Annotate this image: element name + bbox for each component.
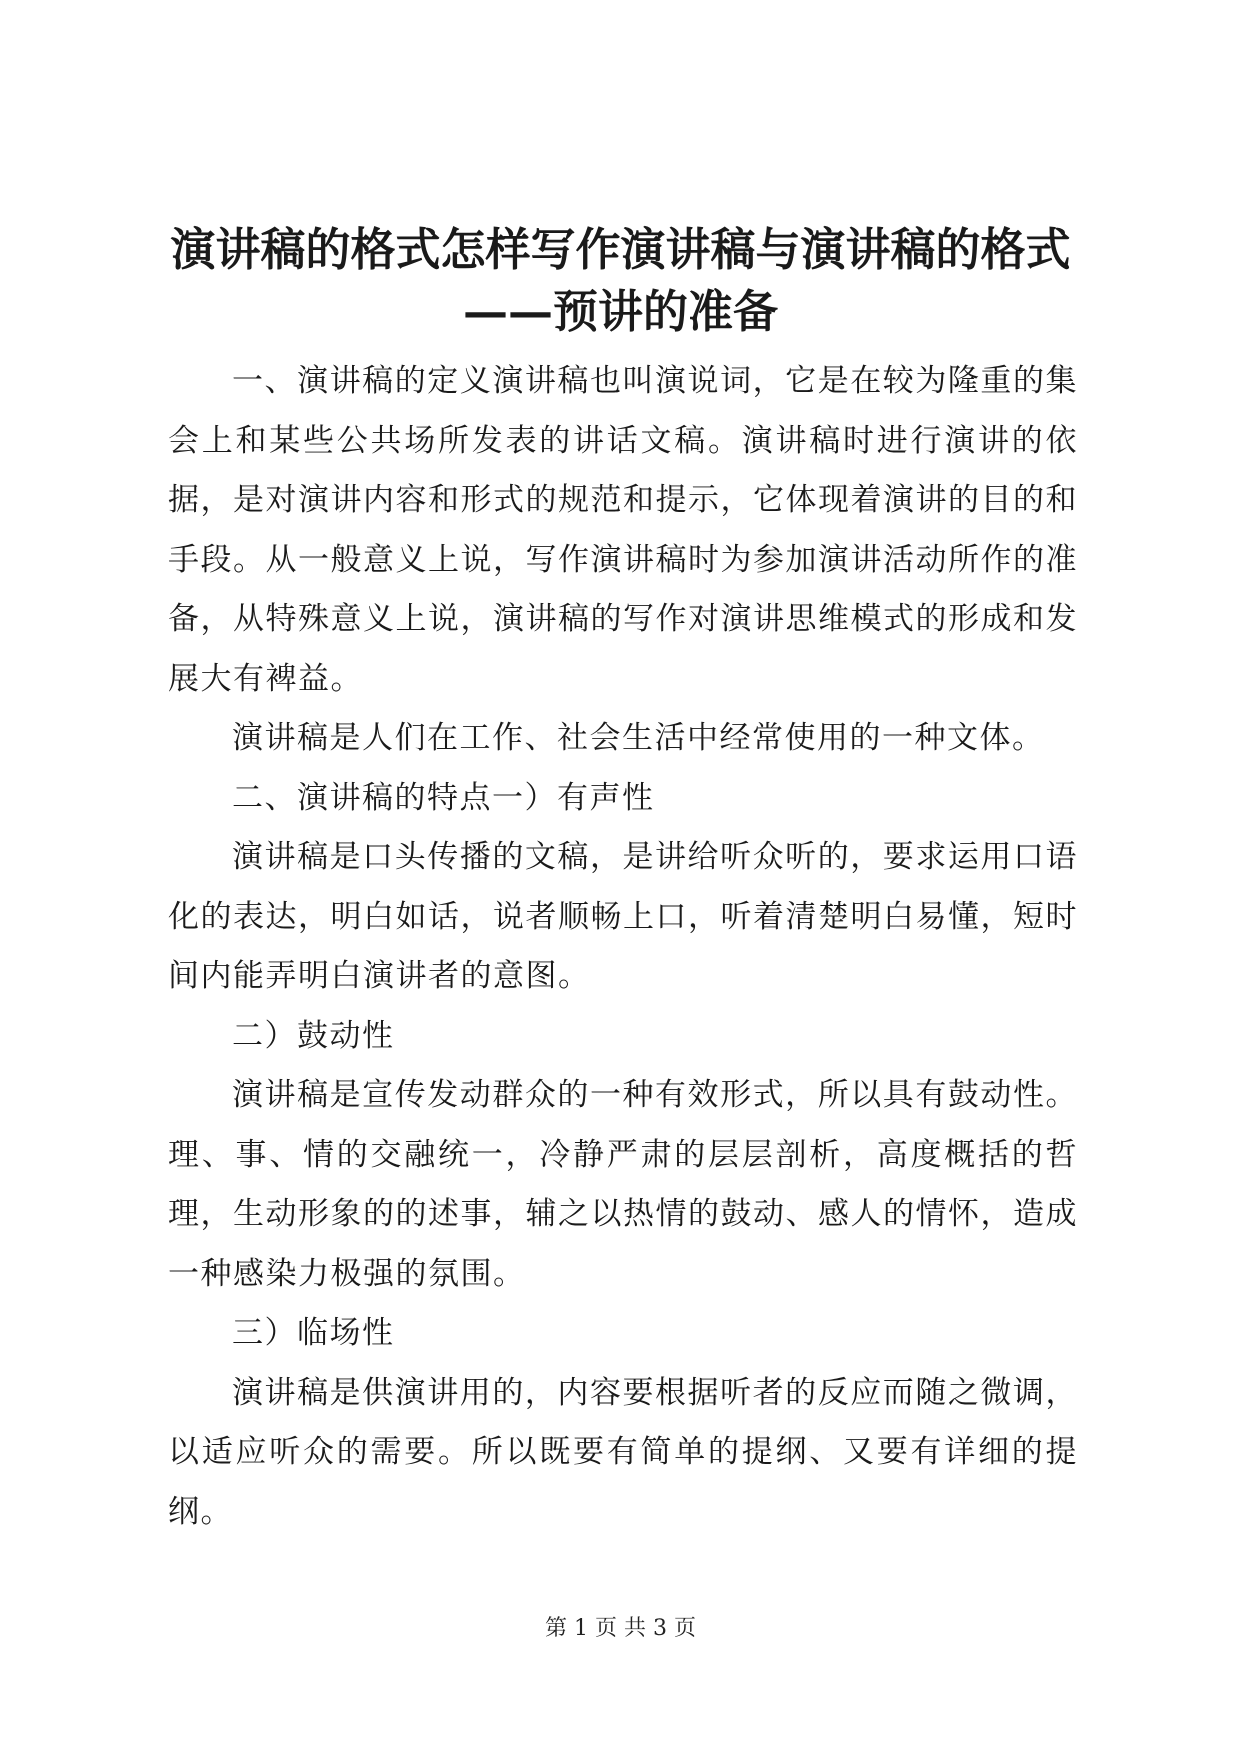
document-body (168, 352, 1078, 1542)
page-footer (0, 1611, 1241, 1642)
heading-on-site: 三）临场性 (232, 1315, 395, 1351)
page-number: 第 1 页 共 3 页 (545, 1616, 696, 1641)
heading-inspiring: 二）鼓动性 (232, 1017, 395, 1054)
document-title-line-2: ——预讲的准备 (462, 285, 778, 338)
heading-features-vocal: 二、演讲稿的特点一）有声性 (232, 779, 655, 816)
paragraph-inspiring: 演讲稿是宣传发动群众的一种有效形式，所以具有鼓动性。理、事、情的交融统一，冷静严肃的层层剖析，高度概括的哲理，生动形象的的述事，辅之以热情的鼓动、感人的情怀，造成一种感染力极强的氛围。 (168, 1077, 1078, 1292)
paragraph-genre: 演讲稿是人们在工作、社会生活中经常使用的一种文体。 (232, 720, 1045, 756)
paragraph-vocal: 演讲稿是口头传播的文稿，是讲给听众听的，要求运用口语化的表达，明白如话，说者顺畅上口，听着清楚明白易懂，短时间内能弄明白演讲者的意图。 (168, 839, 1078, 994)
paragraph-on-site: 演讲稿是供演讲用的，内容要根据听者的反应而随之微调，以适应听众的需要。所以既要有简单的提纲、又要有详细的提纲。 (168, 1374, 1078, 1530)
document-title-line-1: 演讲稿的格式怎样写作演讲稿与演讲稿的格式 (170, 223, 1071, 276)
paragraph-definition: 一、演讲稿的定义演讲稿也叫演说词，它是在较为隆重的集会上和某些公共场所发表的讲话文稿。演讲稿时进行演讲的依据，是对演讲内容和形式的规范和提示，它体现着演讲的目的和手段。从一般意义上说，写作演讲稿时为参加演讲活动所作的准备，从特殊意义上说，演讲稿的写作对演讲思维模式的形成和发展大有裨益。 (168, 363, 1078, 697)
